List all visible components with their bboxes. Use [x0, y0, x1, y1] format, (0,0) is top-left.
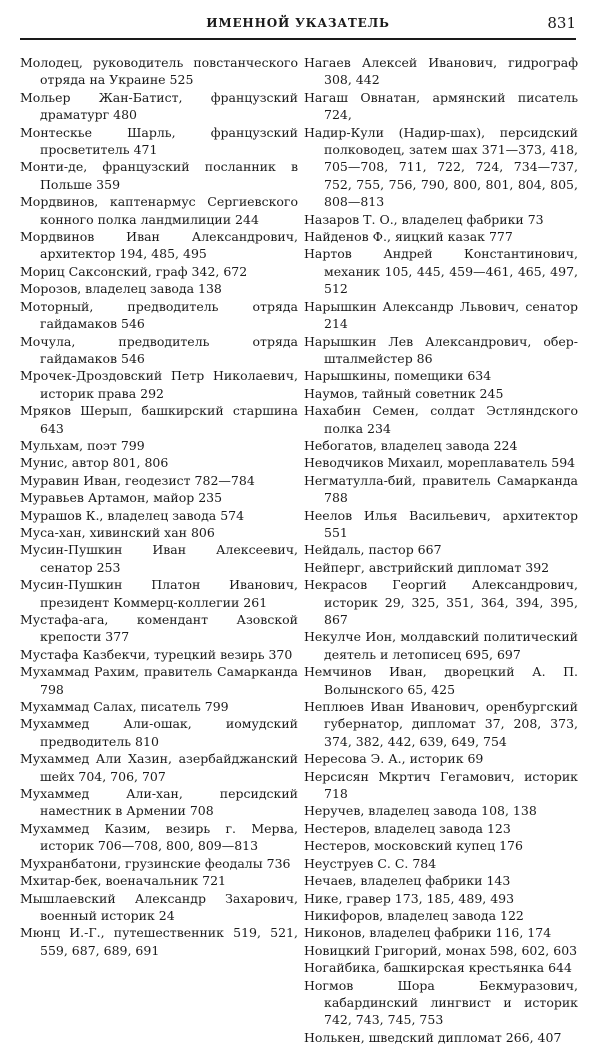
page-title: ИМЕННОЙ УКАЗАТЕЛЬ — [206, 16, 390, 30]
index-entry: Нике, гравер 173, 185, 489, 493 — [304, 890, 515, 906]
index-entry: Мышлаевский Александр Захарович, военный историк 24 — [20, 890, 298, 923]
index-entry: Мордвинов Иван Александрович, архитектор 194, 485, 495 — [20, 229, 298, 262]
index-column-left — [20, 54, 298, 959]
index-entry: Мухаммед Али-ошак, иомудский предводитель 810 — [20, 716, 298, 749]
index-entry: Немчинов Иван, дворецкий А. П. Волынского 65, 425 — [304, 664, 578, 697]
index-entry: Найденов Ф., яицкий казак 777 — [304, 229, 513, 245]
running-header — [20, 14, 576, 36]
index-entry: Морозов, владелец завода 138 — [20, 281, 222, 297]
index-entry: Некулче Ион, молдавский политический деятель и летописец 695, 697 — [304, 629, 578, 662]
index-entry: Мунис, автор 801, 806 — [20, 455, 169, 471]
index-entry: Мюнц И.-Г., путешественник 519, 521, 559, 687, 689, 691 — [20, 925, 298, 958]
index-entry: Мухаммад Рахим, правитель Самарканда 798 — [20, 664, 298, 697]
index-entry: Нерсисян Мкртич Гегамович, историк 718 — [304, 768, 578, 802]
index-entry: Мухаммад Салах, писатель 799 — [20, 699, 229, 715]
index-entry: Мульхам, поэт 799 — [20, 437, 145, 453]
index-entry: Наумов, тайный советник 245 — [304, 385, 504, 401]
index-entry: Мрочек-Дроздовский Петр Николаевич, историк права 292 — [20, 368, 298, 401]
index-column-right — [304, 54, 578, 1046]
index-entry: Муса-хан, хивинский хан 806 — [20, 524, 215, 540]
index-entry: Неелов Илья Васильевич, архитектор 551 — [304, 507, 578, 540]
index-entry: Нейперг, австрийский дипломат 392 — [304, 559, 550, 575]
header-rule — [20, 38, 576, 40]
index-entry: Нахабин Семен, солдат Эстляндского полка 234 — [304, 403, 578, 436]
index-entry: Мольер Жан-Батист, французский драматург 480 — [20, 89, 298, 123]
index-entry: Нестеров, московский купец 176 — [304, 838, 523, 854]
index-entry: Неуструев С. С. 784 — [304, 855, 437, 871]
index-entry: Небогатов, владелец завода 224 — [304, 437, 518, 453]
index-entry: Молодец, руководитель повстанческого отряда на Украине 525 — [20, 55, 298, 88]
index-entry: Мустафа-ага, комендант Азовской крепости 377 — [20, 612, 298, 645]
index-entry: Мряков Шерып, башкирский старшина 643 — [20, 403, 298, 436]
index-entry: Некрасов Георгий Александрович, историк 29, 325, 351, 364, 394, 395, 867 — [304, 577, 578, 627]
index-entry: Новицкий Григорий, монах 598, 602, 603 — [304, 942, 578, 958]
index-entry: Ногмов Шора Бекмуразович, кабардинский лингвист и историк 742, 743, 745, 753 — [304, 977, 578, 1028]
index-entry: Ногайбика, башкирская крестьянка 644 — [304, 960, 572, 976]
index-entry: Мордвинов, каптенармус Сергиевского конного полка ландмилиции 244 — [20, 194, 298, 227]
index-entry: Неплюев Иван Иванович, оренбургский губернатор, дипломат 37, 208, 373, 374, 382, 442, 639, 649, 754 — [304, 699, 578, 749]
index-entry: Муравин Иван, геодезист 782—784 — [20, 472, 255, 488]
index-entry: Муравьев Артамон, майор 235 — [20, 490, 223, 506]
index-entry: Мухаммед Казим, везирь г. Мерва, историк 706—708, 800, 809—813 — [20, 820, 298, 854]
index-entry: Никонов, владелец фабрики 116, 174 — [304, 925, 552, 941]
index-entry: Нересова Э. А., историк 69 — [304, 751, 484, 767]
index-entry: Нейдаль, пастор 667 — [304, 542, 442, 558]
index-entry: Нарышкин Александр Львович, сенатор 214 — [304, 298, 578, 332]
index-entry: Монтескье Шарль, французский просветитель 471 — [20, 124, 298, 158]
index-entry: Мхитар-бек, военачальник 721 — [20, 873, 226, 889]
index-entry: Нарышкины, помещики 634 — [304, 368, 492, 384]
page-number: 831 — [547, 14, 576, 32]
index-entry: Назаров Т. О., владелец фабрики 73 — [304, 211, 544, 227]
index-entry: Мустафа Казбекчи, турецкий везирь 370 — [20, 646, 293, 662]
index-entry: Нартов Андрей Константинович, механик 105, 445, 459—461, 465, 497, 512 — [304, 246, 578, 297]
index-entry: Нолькен, шведский дипломат 266, 407 — [304, 1029, 562, 1045]
index-entry: Нечаев, владелец фабрики 143 — [304, 873, 511, 889]
index-entry: Мориц Саксонский, граф 342, 672 — [20, 263, 248, 279]
index-entry: Надир-Кули (Надир-шах), персидский полководец, затем шах 371—373, 418, 705—708, 711, 722, 724, 734—737, 752, 755, 756, 790, 800, 801, 804, 805, 808—813 — [304, 124, 578, 210]
index-entry: Мурашов К., владелец завода 574 — [20, 507, 245, 523]
index-entry: Мочула, предводитель отряда гайдамаков 546 — [20, 333, 298, 366]
index-entry: Нагаш Овнатан, армянский писатель 724, — [304, 89, 578, 123]
index-entry: Мухаммед Али Хазин, азербайджанский шейх 704, 706, 707 — [20, 751, 298, 784]
index-entry: Нестеров, владелец завода 123 — [304, 820, 511, 836]
index-entry: Моторный, предводитель отряда гайдамаков 546 — [20, 298, 298, 332]
index-entry: Неручев, владелец завода 108, 138 — [304, 803, 537, 819]
index-entry: Мухаммед Али-хан, персидский наместник в Армении 708 — [20, 786, 298, 819]
index-entry: Мухранбатони, грузинские феодалы 736 — [20, 855, 291, 871]
index-entry: Мусин-Пушкин Платон Иванович, президент Коммерц-коллегии 261 — [20, 577, 298, 610]
index-entry: Никифоров, владелец завода 122 — [304, 907, 524, 923]
index-entry: Монти-де, французский посланник в Польше 359 — [20, 159, 298, 192]
index-entry: Неводчиков Михаил, мореплаватель 594 — [304, 455, 576, 471]
index-entry: Мусин-Пушкин Иван Алексеевич, сенатор 253 — [20, 542, 298, 575]
index-entry: Нагаев Алексей Иванович, гидрограф 308, 442 — [304, 55, 578, 88]
index-entry: Нарышкин Лев Александрович, обер-шталмейстер 86 — [304, 333, 578, 366]
index-entry: Негматулла-бий, правитель Самарканда 788 — [304, 472, 578, 506]
